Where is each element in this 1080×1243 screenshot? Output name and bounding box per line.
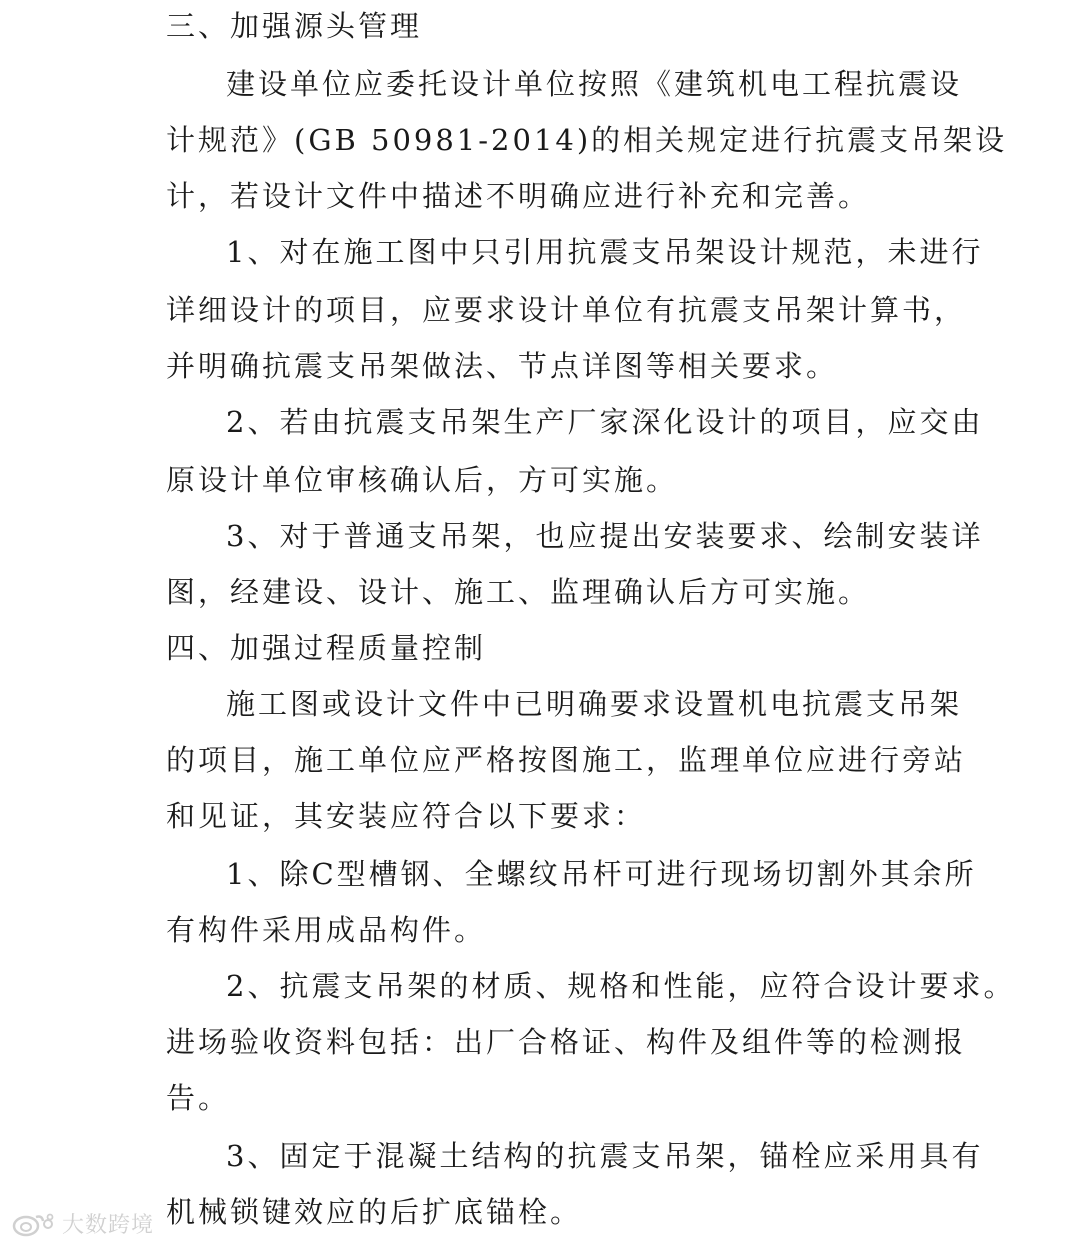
paragraph-line: 施工图或设计文件中已明确要求设置机电抗震支吊架 [226,687,963,721]
watermark [12,1208,154,1239]
list-item-line: 2、抗震支吊架的材质、规格和性能，应符合设计要求。 [226,969,1016,1003]
list-item-line: 进场验收资料包括：出厂合格证、构件及组件等的检测报 [166,1025,967,1059]
list-item-line: 原设计单位审核确认后，方可实施。 [166,463,679,497]
list-item-line: 3、对于普通支吊架，也应提出安装要求、绘制安装详 [226,519,984,553]
paragraph-line: 计规范》(GB 50981-2014)的相关规定进行抗震支吊架设 [166,123,1008,157]
list-item-line: 并明确抗震支吊架做法、节点详图等相关要求。 [166,349,839,383]
list-item-line: 1、除C型槽钢、全螺纹吊杆可进行现场切割外其余所 [226,857,977,891]
paragraph-line: 计，若设计文件中描述不明确应进行补充和完善。 [166,179,871,213]
section-heading-3: 三、加强源头管理 [166,9,423,43]
list-item-line: 1、对在施工图中只引用抗震支吊架设计规范，未进行 [226,235,984,269]
paragraph-line: 建设单位应委托设计单位按照《建筑机电工程抗震设 [226,67,963,101]
list-item-line: 3、固定于混凝土结构的抗震支吊架，锚栓应采用具有 [226,1139,984,1173]
list-item-line: 图，经建设、设计、施工、监理确认后方可实施。 [166,575,871,609]
paragraph-line: 的项目，施工单位应严格按图施工，监理单位应进行旁站 [166,743,967,777]
weibo-logo-icon [12,1211,56,1237]
paragraph-line: 和见证，其安装应符合以下要求： [166,799,647,833]
section-heading-4: 四、加强过程质量控制 [166,631,487,665]
list-item-line: 机械锁键效应的后扩底锚栓。 [166,1195,583,1229]
list-item-line: 2、若由抗震支吊架生产厂家深化设计的项目，应交由 [226,405,984,439]
list-item-line: 详细设计的项目，应要求设计单位有抗震支吊架计算书， [166,293,967,327]
list-item-line: 有构件采用成品构件。 [166,913,487,947]
list-item-line: 告。 [166,1081,231,1115]
watermark-text: 大数跨境 [62,1213,155,1238]
